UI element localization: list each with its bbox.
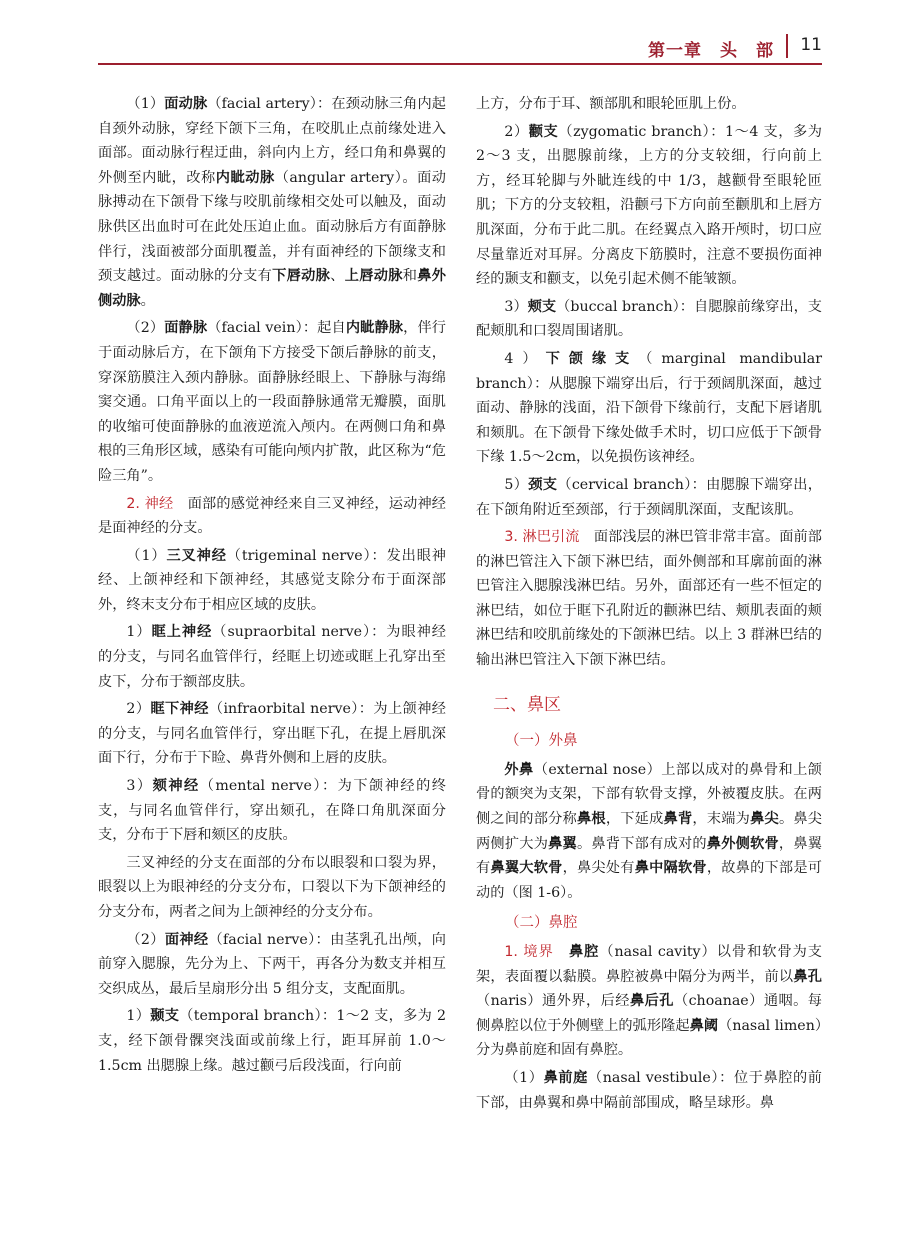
text-run: （1）	[126, 547, 167, 564]
text-run: ，故鼻的下部是可动的（图 1-6）。	[476, 860, 822, 901]
text-run: 、	[330, 268, 345, 285]
text-run: 2）	[504, 123, 529, 140]
text-run: （nasal cavity）以骨和软骨为支架，表面覆以黏膜。鼻腔被鼻中隔分为两半，前以	[476, 944, 822, 985]
text-run: 2）	[126, 701, 151, 718]
chapter-title: 第一章 头 部	[648, 41, 774, 61]
term: 内眦动脉	[215, 169, 275, 186]
text-run: （nasal vestibule）：位于鼻腔的前下部，由鼻翼和鼻中隔前部围成，略呈球形。鼻	[476, 1069, 822, 1111]
text-run: （1）	[126, 96, 165, 112]
term: 鼻背	[663, 811, 693, 828]
paragraph	[476, 1066, 822, 1115]
text-run: 4）	[504, 350, 546, 367]
term: 鼻外侧动脉	[98, 268, 446, 309]
text-run: （external nose）上部以成对的鼻骨和上颌骨的额突为支架，下部有软骨支撑，外被覆皮肤。在两侧之间的部分称	[476, 761, 822, 828]
numbered-heading: 2. 神经	[126, 495, 174, 512]
text-run: （choanae）通咽。每侧鼻腔以位于外侧壁上的弧形隆起	[476, 993, 822, 1034]
paragraph	[476, 120, 822, 292]
term: 眶下神经	[150, 701, 209, 718]
term: 颈支	[528, 476, 558, 493]
running-header	[98, 30, 822, 64]
text-run: （supraorbital nerve）：为眼神经的分支，与同名血管伴行，经眶上切迹或眶上孔穿出至皮下，分布于额部皮肤。	[98, 624, 446, 690]
paragraph	[98, 928, 446, 1002]
term: 面静脉	[164, 320, 208, 337]
header-separator	[786, 34, 788, 58]
right-column	[476, 92, 822, 1118]
paragraph	[98, 851, 446, 925]
term: 外鼻	[504, 761, 534, 778]
term: 眶上神经	[151, 624, 213, 641]
text-run: 3）	[126, 778, 153, 795]
text-run: ，下延成	[605, 811, 664, 828]
term: 下颌缘支	[545, 350, 639, 367]
term: 鼻根	[576, 811, 606, 828]
term: 颧支	[528, 123, 559, 140]
paragraph	[476, 347, 822, 470]
text-run: 3）	[504, 298, 528, 315]
term: 鼻阈	[689, 1017, 719, 1034]
text-run: （cervical branch）：由腮腺下端穿出，在下颌角附近至颈部，行于颈阔肌深面，支配该肌。	[476, 476, 822, 518]
text-run: （buccal branch）：自腮腺前缘穿出，支配颊肌和口裂周围诸肌。	[476, 298, 822, 340]
header-rule	[98, 63, 822, 65]
text-run: （infraorbital nerve）：为上颌神经的分支，与同名血管伴行，穿出眶下孔，在提上唇肌深面下行，分布于下睑、鼻背外侧和上唇的皮肤。	[98, 701, 446, 767]
term: 鼻翼大软骨	[490, 860, 563, 877]
paragraph	[476, 758, 822, 906]
paragraph	[476, 473, 822, 522]
paragraph	[98, 92, 446, 313]
paragraph	[98, 1004, 446, 1078]
text-run: ，鼻翼有	[476, 835, 822, 877]
text-run: 。鼻背下部有成对的	[576, 835, 707, 852]
term: 三叉神经	[166, 547, 227, 564]
numbered-heading: 3. 淋巴引流	[504, 529, 580, 546]
text-run: （facial artery）：在颈动脉三角内起自颈外动脉，穿经下颌下三角，在咬肌止点前缘处进入面部。面动脉行程迂曲，斜向内上方，经口角和鼻翼的外侧至内眦，改称	[98, 96, 446, 186]
text-run: （1）	[504, 1069, 544, 1086]
subsection-heading: （二）鼻腔	[505, 915, 578, 932]
text-run: （angular artery）。面动脉搏动在下颌骨下缘与咬肌前缘相交处可以触及，面动脉供区出血时可在此处压迫止血。面动脉后方有面静脉伴行，浅面被部分面肌覆盖，并有面神经的下颌缘支和颈支越过。面动脉的分支有	[98, 169, 446, 285]
text-run: （facial nerve）：由茎乳孔出颅，向前穿入腮腺，先分为上、下两干，再各分为数支并相互交织成丛，最后呈扇形分出 5 组分支，支配面肌。	[98, 931, 446, 997]
text-run: 。	[140, 292, 155, 309]
term: 鼻翼	[548, 835, 577, 852]
term: 鼻前庭	[543, 1069, 588, 1086]
text-run: 和	[402, 268, 418, 285]
paragraph	[476, 525, 822, 673]
term: 上唇动脉	[344, 268, 403, 285]
term: 面动脉	[164, 96, 208, 112]
term: 颊支	[527, 298, 557, 315]
text-run: （zygomatic branch）：1～4 支，多为 2～3 支，出腮腺前缘，上方的分支较细，行向前上方，经耳轮脚与外眦连线的中 1/3，越颧骨至眼轮匝肌；下方的分支较粗，沿颧弓下方向前至颧肌和上唇方肌深面，分布于此二肌。在经翼点入路开颅时，切口应尽量靠近对耳屏。分离皮下筋膜时，注意不要损伤面神经的颞支和颧支，以免引起术侧不能皱额。	[476, 123, 822, 288]
term: 鼻中隔软骨	[634, 860, 707, 877]
paragraph	[98, 697, 446, 771]
text-run: 面部的感觉神经来自三叉神经，运动神经是面神经的分支。	[98, 495, 446, 537]
numbered-heading: 1. 境界	[504, 944, 554, 960]
text-run: 1）	[126, 1008, 151, 1025]
term: 鼻尖	[750, 811, 779, 828]
term: 鼻外侧软骨	[706, 835, 779, 852]
text-run: 面部浅层的淋巴管非常丰富。面前部的淋巴管注入下颌下淋巴结，面外侧部和耳廓前面的淋巴管注入腮腺浅淋巴结。另外，面部还有一些不恒定的淋巴结，如位于眶下孔附近的颧淋巴结、颊肌表面的颊淋巴结和咬肌前缘处的下颌淋巴结。以上 3 群淋巴结的输出淋巴管注入下颌下淋巴结。	[476, 529, 822, 669]
paragraph	[98, 316, 446, 488]
paragraph	[98, 774, 446, 848]
text-run: 。鼻尖两侧扩大为	[476, 811, 822, 852]
text-run: ，末端为	[692, 811, 751, 828]
term: 鼻孔	[793, 968, 822, 985]
term: 颏神经	[152, 778, 200, 795]
term: 颞支	[150, 1008, 180, 1025]
text-run: ，伴行于面动脉后方，在下颌角下方接受下颌后静脉的前支，穿深筋膜注入颈内静脉。面静脉经眼上、下静脉与海绵窦交通。口角平面以上的一段面静脉通常无瓣膜，面肌的收缩可使面静脉的血液逆流入颅内。在两侧口角和鼻根的三角形区域，感染有可能向颅内扩散，此区称为“危险三角”。	[98, 320, 446, 484]
subsection-heading: （一）外鼻	[505, 733, 578, 750]
text-run	[554, 944, 569, 960]
text-run: （mental nerve）：为下颌神经的终支，与同名血管伴行，穿出颏孔，在降口角肌深面分支，分布于下唇和颏区的皮肤。	[98, 778, 446, 844]
page-number: 11	[800, 35, 822, 55]
text-run: （facial vein）：起自	[207, 320, 346, 337]
text-run: ，鼻尖处有	[562, 860, 635, 877]
paragraph	[98, 544, 446, 618]
text-run: （marginal mandibular branch）：从腮腺下端穿出后，行于颈阔肌深面，越过面动、静脉的浅面，沿下颌骨下缘前行，支配下唇诸肌和颏肌。在下颌骨下缘处做手术时，切口应低于下颌骨下缘 1.5～2cm，以免损伤该神经。	[476, 350, 822, 466]
text-run: （temporal branch）：1～2 支，多为 2 支，经下颌骨髁突浅面或前缘上行，距耳屏前 1.0～1.5cm 出腮腺上缘。越过颧弓后段浅面，行向前	[98, 1008, 446, 1074]
text-run: 5）	[504, 476, 529, 493]
text-run: 三叉神经的分支在面部的分布以眼裂和口裂为界，眼裂以上为眼神经的分支分布，口裂以下为下颌神经的分支分布，两者之间为上颌神经的分支分布。	[98, 854, 446, 920]
left-column	[98, 92, 446, 1081]
text-run: （nasal limen）分为鼻前庭和固有鼻腔。	[476, 1017, 822, 1059]
text-run: 上方，分布于耳、额部肌和眼轮匝肌上份。	[476, 96, 746, 112]
text-run: 1）	[126, 624, 152, 641]
term: 下唇动脉	[272, 268, 331, 285]
term: 鼻后孔	[629, 993, 674, 1010]
paragraph	[476, 940, 822, 1063]
paragraph	[98, 620, 446, 694]
text-run: （trigeminal nerve）：发出眼神经、上颌神经和下颌神经，其感觉支除分布于面深部外，终末支分布于相应区域的皮肤。	[98, 547, 446, 613]
text-run: （2）	[126, 320, 165, 337]
section-heading: 二、鼻区	[493, 694, 561, 715]
term: 内眦静脉	[345, 320, 404, 337]
paragraph	[98, 492, 446, 541]
paragraph	[476, 92, 822, 117]
paragraph	[476, 295, 822, 344]
term: 面神经	[164, 931, 209, 948]
text-run: （naris）通外界，后经	[476, 993, 630, 1010]
text-run: （2）	[126, 931, 165, 948]
term: 鼻腔	[568, 944, 600, 960]
